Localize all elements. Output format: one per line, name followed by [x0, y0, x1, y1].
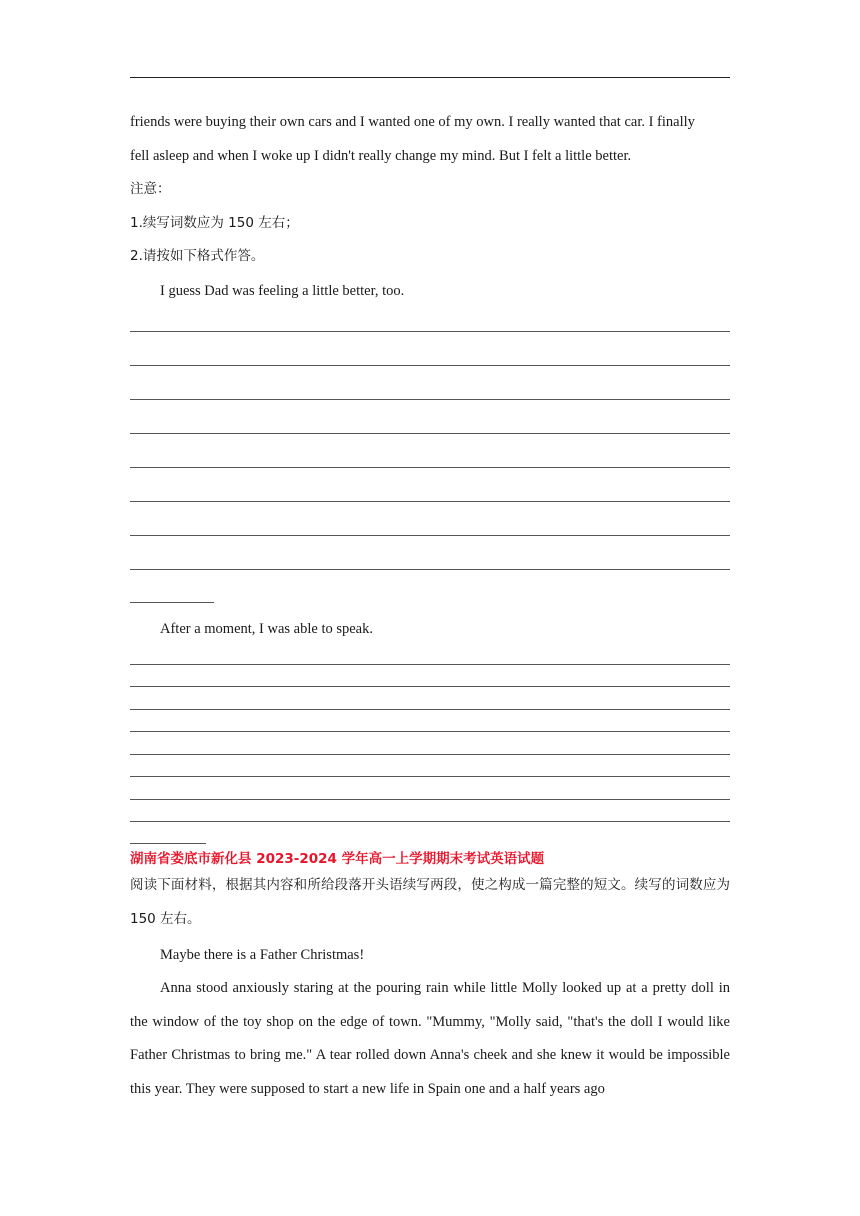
writing-line[interactable] — [130, 664, 730, 665]
story-title: Maybe there is a Father Christmas! — [160, 947, 365, 963]
note-item: 1.续写词数应为 150 左右； — [130, 215, 299, 231]
writing-line[interactable] — [130, 799, 730, 800]
text-line: friends were buying their own cars and I wanted one of my own. I really wanted that car. I finally — [130, 114, 695, 130]
writing-line[interactable] — [130, 365, 730, 366]
paragraph-opener: After a moment, I was able to speak. — [160, 621, 373, 637]
header-rule — [130, 77, 730, 78]
writing-line[interactable] — [130, 602, 214, 603]
writing-line[interactable] — [130, 709, 730, 710]
story-paragraph: Anna stood anxiously staring at the pouring rain while little Molly looked up at a pretty doll in the window of the toy shop on the edge of town. "Mummy, "Molly said, "that's the doll I would like Father Christmas to bring me." A tear rolled down Anna's cheek and she knew it would be impossible this year. They were supposed to start a new life in Spain one and a half years ago — [130, 980, 730, 1097]
note-item: 2.请按如下格式作答。 — [130, 248, 265, 264]
text-line: fell asleep and when I woke up I didn't really change my mind. But I felt a little better. — [130, 148, 632, 164]
writing-line[interactable] — [130, 686, 730, 687]
paragraph-opener: I guess Dad was feeling a little better, too. — [160, 283, 405, 299]
writing-line[interactable] — [130, 776, 730, 777]
writing-line[interactable] — [130, 433, 730, 434]
writing-line[interactable] — [130, 467, 730, 468]
writing-line[interactable] — [130, 569, 730, 570]
writing-line[interactable] — [130, 501, 730, 502]
writing-line[interactable] — [130, 821, 730, 822]
writing-line[interactable] — [130, 331, 730, 332]
writing-line[interactable] — [130, 754, 730, 755]
writing-line[interactable] — [130, 399, 730, 400]
instruction-paragraph: 阅读下面材料，根据其内容和所给段落开头语续写两段，使之构成一篇完整的短文。续写的词数应为 150 左右。 — [130, 877, 730, 927]
writing-line[interactable] — [130, 731, 730, 732]
section-title: 湖南省娄底市新化县 2023-2024 学年高一上学期期末考试英语试题 — [130, 851, 545, 867]
note-title: 注意： — [130, 181, 171, 197]
writing-line[interactable] — [130, 843, 206, 844]
writing-line[interactable] — [130, 535, 730, 536]
